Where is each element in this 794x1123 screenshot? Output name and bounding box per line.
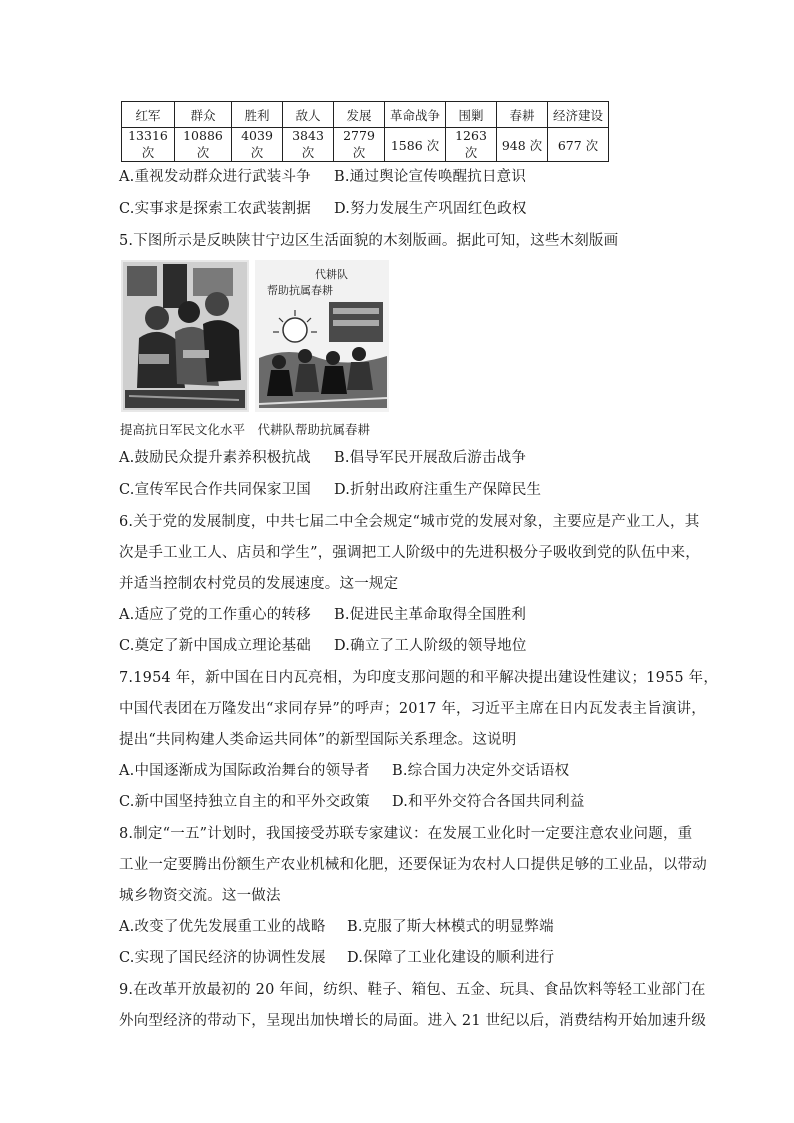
table-header-cell: 春耕 xyxy=(497,102,548,128)
q4-option-row-1 xyxy=(119,165,527,186)
q9-stem-line: 外向型经济的带动下，呈现出加快增长的局面。进入 21 世纪以后，消费结构开始加速升级 xyxy=(119,1013,707,1029)
q6-option-a: A.适应了党的工作重心的转移 xyxy=(119,607,311,623)
table-header-cell: 经济建设 xyxy=(548,102,609,128)
q6-stem-line: 6.关于党的发展制度，中共七届二中全会规定“城市党的发展对象，主要应是产业工人，其 xyxy=(119,514,700,530)
table-value-cell: 3843 次 xyxy=(283,128,334,162)
q7-stem-line: 中国代表团在万隆发出“求同存异”的呼声；2017 年，习近平主席在日内瓦发表主旨演讲， xyxy=(119,701,706,717)
q6-option-c: C.奠定了新中国成立理论基础 xyxy=(119,638,311,654)
q5-option-b: B.倡导军民开展敌后游击战争 xyxy=(334,450,527,466)
q8-stem-line: 8.制定“一五”计划时，我国接受苏联专家建议：在发展工业化时一定要注意农业问题，重 xyxy=(119,826,693,842)
table-header-row xyxy=(122,102,609,128)
q7-option-a: A.中国逐渐成为国际政治舞台的领导者 xyxy=(119,763,370,779)
q5-stem: 5.下图所示是反映陕甘宁边区生活面貌的木刻版画。据此可知，这些木刻版画 xyxy=(119,233,619,249)
q7-option-row-1 xyxy=(119,759,570,780)
q7-option-c: C.新中国坚持独立自主的和平外交政策 xyxy=(119,794,370,810)
q6-option-b: B.促进民主革命取得全国胜利 xyxy=(334,607,527,623)
woodcut-inscription: 代耕队 xyxy=(315,268,348,281)
table-header-cell: 发展 xyxy=(334,102,385,128)
table-value-cell: 2779 次 xyxy=(334,128,385,162)
q7-option-d: D.和平外交符合各国共同利益 xyxy=(392,794,585,810)
q7-option-row-2 xyxy=(119,790,585,811)
q6-option-row-2 xyxy=(119,634,527,655)
q5-option-d: D.折射出政府注重生产保障民生 xyxy=(334,482,542,498)
woodcut-caption: 提高抗日军民文化水平 代耕队帮助抗属春耕 xyxy=(120,422,371,437)
woodcut-illustration xyxy=(119,258,391,414)
q8-option-b: B.克服了斯大林模式的明显弊端 xyxy=(347,919,554,935)
q4-option-d: D.努力发展生产巩固红色政权 xyxy=(334,201,527,217)
table-value-cell: 4039 次 xyxy=(232,128,283,162)
q5-option-c: C.宣传军民合作共同保家卫国 xyxy=(119,482,311,498)
q5-option-row-1 xyxy=(119,446,527,467)
q6-stem-line: 并适当控制农村党员的发展速度。这一规定 xyxy=(119,576,399,592)
q8-option-row-2 xyxy=(119,946,555,967)
q8-option-row-1 xyxy=(119,915,554,936)
table-value-cell: 1263 次 xyxy=(446,128,497,162)
table-value-cell: 948 次 xyxy=(497,128,548,162)
table-header-cell: 胜利 xyxy=(232,102,283,128)
q6-option-d: D.确立了工人阶级的领导地位 xyxy=(334,638,527,654)
table-value-cell: 10886 次 xyxy=(175,128,232,162)
table-header-cell: 敌人 xyxy=(283,102,334,128)
q8-option-d: D.保障了工业化建设的顺利进行 xyxy=(347,950,555,966)
q7-stem-line: 提出“共同构建人类命运共同体”的新型国际关系理念。这说明 xyxy=(119,732,517,748)
q4-option-c: C.实事求是探索工农武装割据 xyxy=(119,201,311,217)
q8-stem-line: 城乡物资交流。这一做法 xyxy=(119,888,281,904)
q8-option-a: A.改变了优先发展重工业的战略 xyxy=(119,919,326,935)
q7-option-b: B.综合国力决定外交话语权 xyxy=(392,763,570,779)
table-value-cell: 677 次 xyxy=(548,128,609,162)
table-header-cell: 革命战争 xyxy=(385,102,446,128)
woodcut-inscription: 帮助抗属春耕 xyxy=(267,284,333,297)
q4-option-row-2 xyxy=(119,197,527,218)
table-header-cell: 红军 xyxy=(122,102,175,128)
q5-option-a: A.鼓励民众提升素养积极抗战 xyxy=(119,450,311,466)
table-header-cell: 群众 xyxy=(175,102,232,128)
q5-option-row-2 xyxy=(119,478,542,499)
q7-stem-line: 7.1954 年，新中国在日内瓦亮相，为印度支那问题的和平解决提出建设性建议；1955 年， xyxy=(119,670,719,686)
word-frequency-table xyxy=(121,101,609,162)
table-value-row xyxy=(122,128,609,162)
table-header-cell: 围剿 xyxy=(446,102,497,128)
q9-stem-line: 9.在改革开放最初的 20 年间，纺织、鞋子、箱包、五金、玩具、食品饮料等轻工业部门在 xyxy=(119,982,706,998)
q8-option-c: C.实现了国民经济的协调性发展 xyxy=(119,950,326,966)
q8-stem-line: 工业一定要腾出份额生产农业机械和化肥，还要保证为农村人口提供足够的工业品，以带动 xyxy=(119,857,707,873)
table-value-cell: 13316 次 xyxy=(122,128,175,162)
table-value-cell: 1586 次 xyxy=(385,128,446,162)
q4-option-b: B.通过舆论宣传唤醒抗日意识 xyxy=(334,169,527,185)
q4-option-a: A.重视发动群众进行武装斗争 xyxy=(119,169,311,185)
q6-stem-line: 次是手工业工人、店员和学生”，强调把工人阶级中的先进积极分子吸收到党的队伍中来， xyxy=(119,545,700,561)
q6-option-row-1 xyxy=(119,603,527,624)
woodcut-right-panel xyxy=(255,260,389,412)
woodcut-left-panel xyxy=(121,260,249,412)
woodcut-images xyxy=(119,258,391,414)
